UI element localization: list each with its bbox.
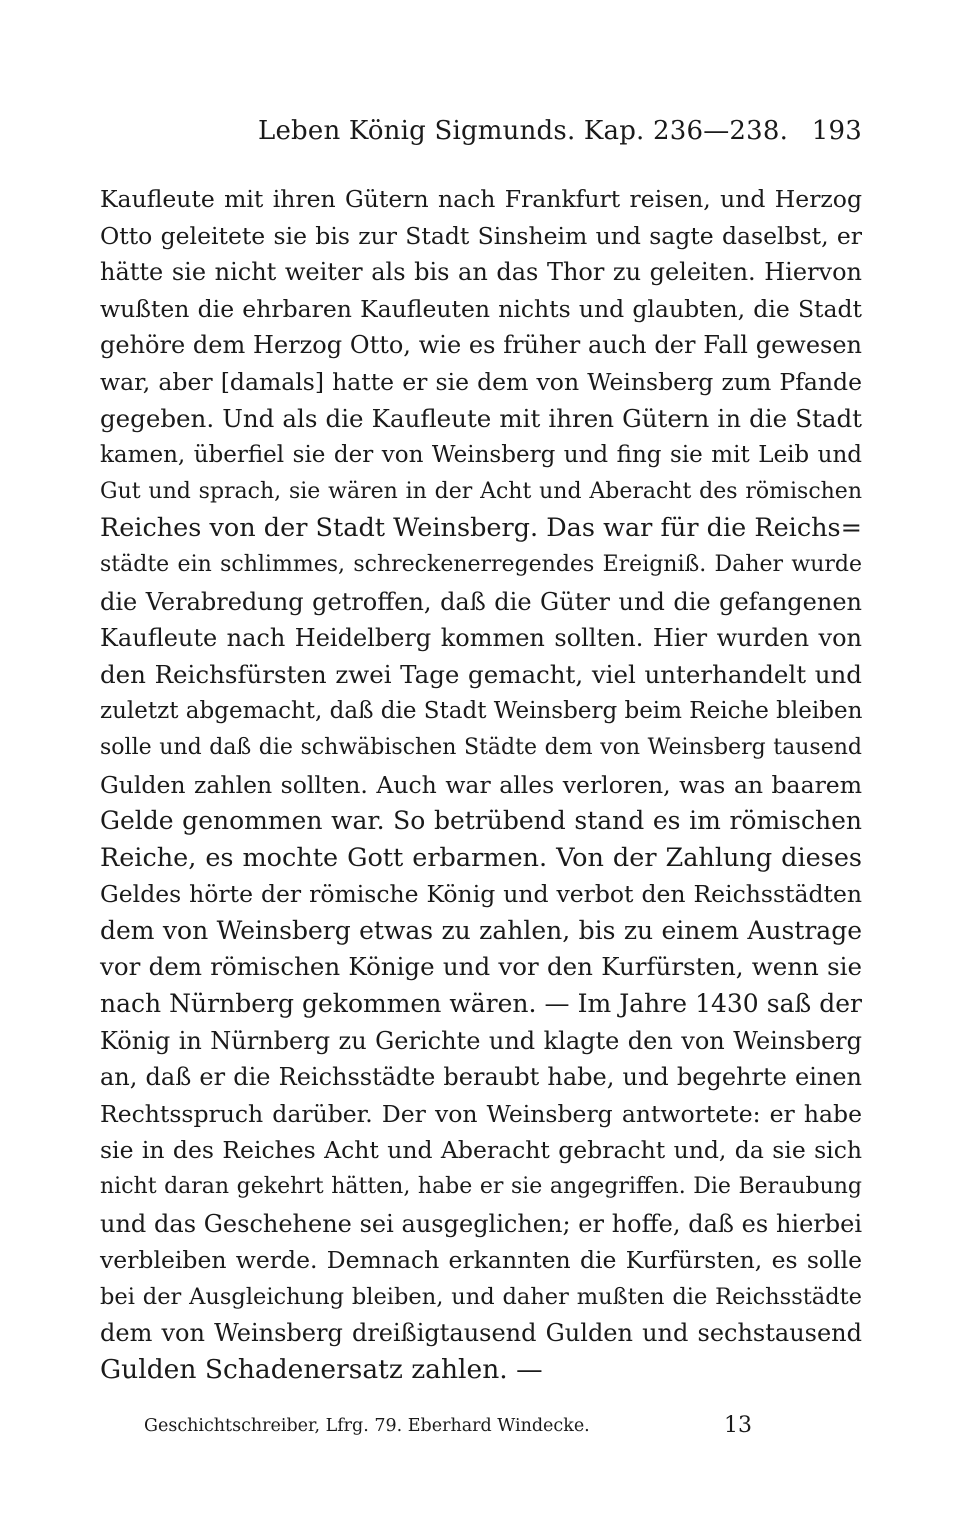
text-line: solle und daß die schwäbischen Städte dem von Weinsberg tausend	[100, 734, 862, 760]
text-line: Gulden zahlen sollten. Auch war alles verloren, was an baarem	[100, 770, 862, 799]
text-line: Kaufleute nach Heidelberg kommen sollten. Hier wurden von	[100, 624, 862, 653]
text-line: die Verabredung getroffen, daß die Güter und die gefangenen	[100, 587, 862, 616]
text-line: Gut und sprach, sie wären in der Acht und Aberacht des römischen	[100, 478, 862, 504]
text-line: und das Geschehene sei ausgeglichen; er hoffe, daß es hierbei	[100, 1209, 862, 1238]
signature-number: 13	[724, 1413, 752, 1438]
text-line: verbleiben werde. Demnach erkannten die Kurfürsten, es solle	[100, 1246, 862, 1275]
text-line: hätte sie nicht weiter als bis an das Thor zu geleiten. Hiervon	[100, 258, 862, 287]
text-line: nach Nürnberg gekommen wären. — Im Jahre 1430 saß der	[100, 989, 862, 1019]
text-line: städte ein schlimmes, schreckenerregendes Ereigniß. Daher wurde	[100, 551, 862, 577]
text-line: bei der Ausgleichung bleiben, und daher mußten die Reichsstädte	[100, 1283, 862, 1310]
text-line: nicht daran gekehrt hätten, habe er sie angegriffen. Die Beraubung	[100, 1174, 862, 1200]
text-line: gegeben. Und als die Kaufleute mit ihren Gütern in die Stadt	[100, 403, 862, 433]
text-line: Rechtsspruch darüber. Der von Weinsberg antwortete: er habe	[100, 1099, 862, 1128]
text-line: an, daß er die Reichsstädte beraubt habe, und begehrte einen	[100, 1063, 862, 1092]
text-line: Kaufleute mit ihren Gütern nach Frankfurt reisen, und Herzog	[100, 185, 862, 213]
text-line: zuletzt abgemacht, daß die Stadt Weinsberg beim Reiche bleiben	[100, 698, 863, 725]
text-line: war, aber [damals] hatte er sie dem von Weinsberg zum Pfande	[100, 367, 862, 396]
text-line: Gelde genommen war. So betrübend stand es im römischen	[100, 806, 862, 836]
text-line: König in Nürnberg zu Gerichte und klagte den von Weinsberg	[100, 1026, 862, 1055]
text-line: vor dem römischen Könige und vor den Kurfürsten, wenn sie	[100, 952, 862, 982]
text-line: gehöre dem Herzog Otto, wie es früher auch der Fall gewesen	[100, 331, 862, 360]
running-title: Leben König Sigmunds. Kap. 236—238.	[258, 116, 789, 146]
signature-text: Geschichtschreiber, Lfrg. 79. Eberhard Windecke.	[144, 1416, 590, 1436]
page-number: 193	[811, 116, 862, 146]
text-line: Otto geleitete sie bis zur Stadt Sinsheim und sagte daselbst, er	[100, 221, 862, 250]
text-line: kamen, überfiel sie der von Weinsberg und fing sie mit Leib und	[100, 442, 862, 469]
text-line: Gulden Schadenersatz zahlen. —	[100, 1354, 543, 1385]
text-line: dem von Weinsberg etwas zu zahlen, bis zu einem Austrage	[100, 915, 862, 945]
text-line: sie in des Reiches Acht und Aberacht gebracht und, da sie sich	[100, 1136, 862, 1165]
text-line: Reiche, es mochte Gott erbarmen. Von der Zahlung dieses	[100, 842, 862, 873]
text-line: Reiches von der Stadt Weinsberg. Das war für die Reichs=	[100, 513, 862, 544]
text-line: wußten die ehrbaren Kaufleuten nichts und glaubten, die Stadt	[100, 294, 862, 323]
text-line: den Reichsfürsten zwei Tage gemacht, viel unterhandelt und	[100, 659, 862, 689]
running-header	[258, 116, 862, 156]
text-line: Geldes hörte der römische König und verbot den Reichsstädten	[100, 880, 862, 909]
signature-footer	[144, 1413, 752, 1446]
text-line: dem von Weinsberg dreißigtausend Gulden und sechstausend	[100, 1319, 862, 1348]
body-text	[100, 181, 862, 1389]
